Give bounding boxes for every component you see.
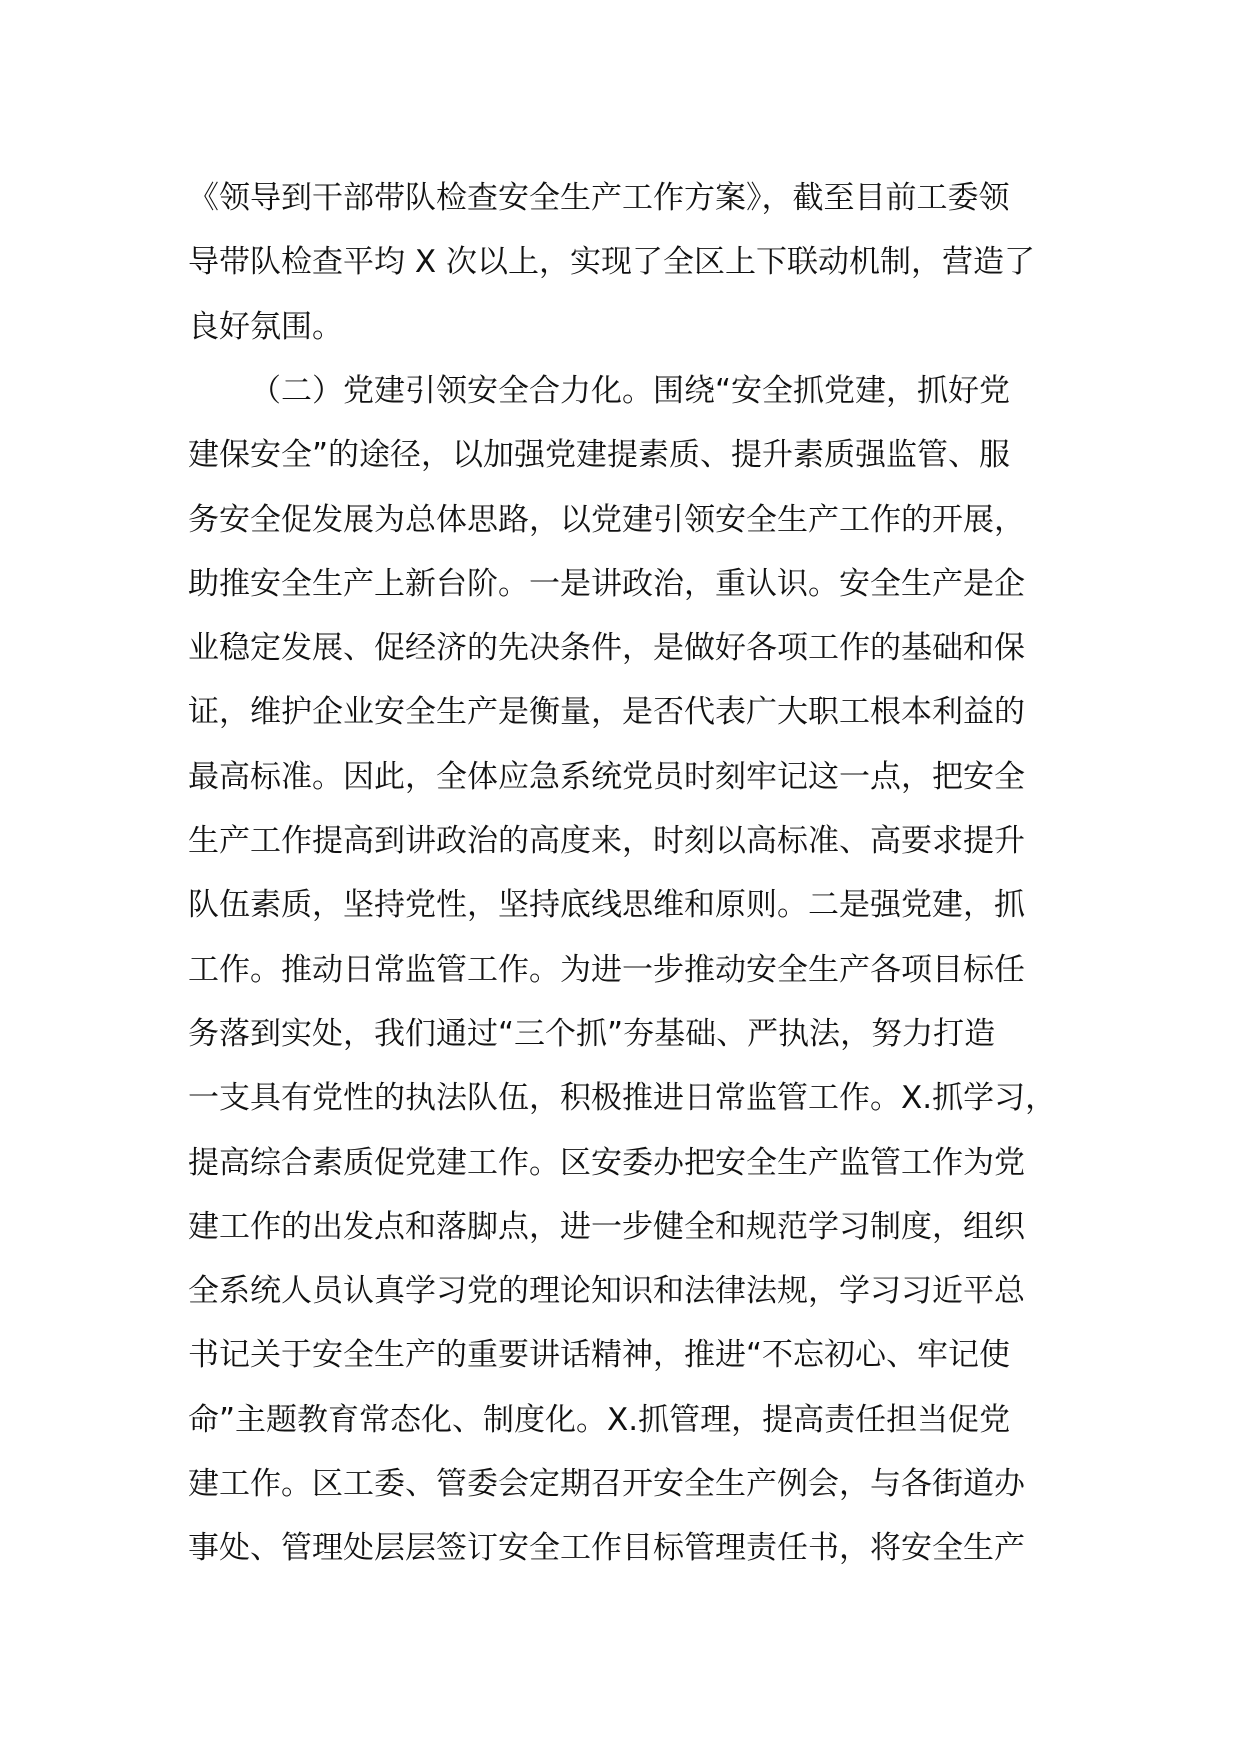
text-line: 事处、管理处层层签订安全工作目标管理责任书，将安全生产 <box>188 1530 1025 1567</box>
text-line: 建工作的出发点和落脚点，进一步健全和规范学习制度，组织 <box>188 1208 1025 1245</box>
text-line: （二）党建引领安全合力化。围绕“安全抓党建，抓好党 <box>250 373 1011 409</box>
text-line: 业稳定发展、促经济的先决条件，是做好各项工作的基础和保 <box>188 630 1025 667</box>
text-line: 建保安全”的途径，以加强党建提素质、提升素质强监管、服 <box>188 437 1011 474</box>
text-line: 最高标准。因此，全体应急系统党员时刻牢记这一点，把安全 <box>188 758 1025 795</box>
text-line: 生产工作提高到讲政治的高度来，时刻以高标准、高要求提升 <box>188 823 1025 860</box>
text-line: 证，维护企业安全生产是衡量，是否代表广大职工根本利益的 <box>188 694 1025 731</box>
text-line: 书记关于安全生产的重要讲话精神，推进“不忘初心、牢记使 <box>188 1337 1011 1374</box>
text-line: 一支具有党性的执法队伍，积极推进日常监管工作。X.抓学习， <box>188 1080 1057 1117</box>
text-line: 队伍素质，坚持党性，坚持底线思维和原则。二是强党建，抓 <box>188 887 1025 924</box>
text-line: 命”主题教育常态化、制度化。X.抓管理，提高责任担当促党 <box>188 1401 1011 1438</box>
text-line: 务落到实处，我们通过“三个抓”夯基础、严执法，努力打造 <box>188 1015 996 1052</box>
text-line: 良好氛围。 <box>188 308 343 345</box>
paragraph-party-building <box>188 359 1088 1581</box>
text-line: 工作。推动日常监管工作。为进一步推动安全生产各项目标任 <box>188 951 1025 988</box>
text-line: 务安全促发展为总体思路，以党建引领安全生产工作的开展， <box>188 501 1025 538</box>
text-line: 全系统人员认真学习党的理论知识和法律法规，学习习近平总 <box>188 1273 1025 1310</box>
text-line: 助推安全生产上新台阶。一是讲政治，重认识。安全生产是企 <box>188 565 1025 602</box>
text-line: 《领导到干部带队检查安全生产工作方案》，截至目前工委领 <box>188 180 1010 216</box>
text-line: 导带队检查平均 X 次以上，实现了全区上下联动机制，营造了 <box>188 244 1035 281</box>
text-line: 提高综合素质促党建工作。区安委办把安全生产监管工作为党 <box>188 1144 1025 1181</box>
paragraph-continued <box>188 166 1088 359</box>
text-line: 建工作。区工委、管委会定期召开安全生产例会，与各街道办 <box>188 1466 1025 1503</box>
